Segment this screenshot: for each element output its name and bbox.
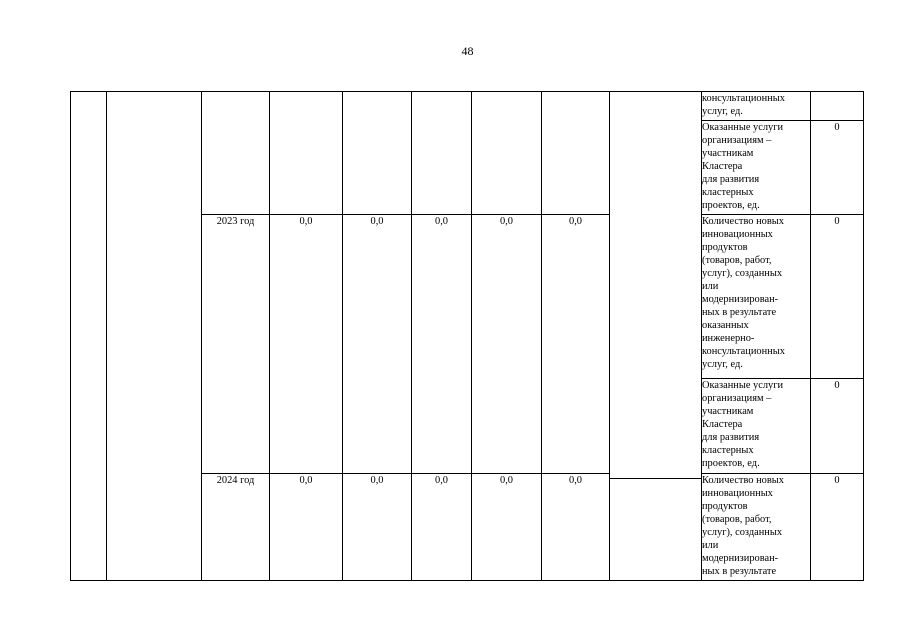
table-row: [71, 92, 864, 121]
cell-indicator-value: [811, 92, 864, 121]
cell-value: 0,0: [412, 215, 472, 474]
cell-indicator: Количество новых инновационных продуктов (товаров, работ, услуг), созданных или модернизирован- ных в результате: [702, 474, 811, 581]
cell-value: 0,0: [270, 474, 343, 581]
cell-indicator-value: 0: [811, 379, 864, 474]
cell-indicator-value: 0: [811, 121, 864, 215]
cell-value: 0,0: [270, 215, 343, 474]
cell-event-name: [107, 92, 202, 581]
cell-value: [270, 92, 343, 215]
cell-value: 0,0: [472, 474, 542, 581]
cell-indicator: Оказанные услуги организациям – участникам Кластера для развития кластерных проектов, ед.: [702, 121, 811, 215]
cell-indicator-value: 0: [811, 215, 864, 379]
cell-number: [71, 92, 107, 581]
cell-year: 2024 год: [202, 474, 270, 581]
cell-value: 0,0: [542, 474, 610, 581]
cell-executor: [610, 479, 702, 581]
cell-value: 0,0: [343, 474, 412, 581]
cell-value: [472, 92, 542, 215]
cell-indicator-value: 0: [811, 474, 864, 581]
cell-indicator: консультационных услуг, ед.: [702, 92, 811, 121]
cell-year: [202, 92, 270, 215]
cell-value: 0,0: [412, 474, 472, 581]
cell-year: 2023 год: [202, 215, 270, 474]
cell-value: 0,0: [343, 215, 412, 474]
cell-executor: [610, 92, 702, 479]
cell-value: [542, 92, 610, 215]
cell-indicator: Оказанные услуги организациям – участникам Кластера для развития кластерных проектов, ед.: [702, 379, 811, 474]
program-table: [70, 91, 864, 581]
cell-value: [343, 92, 412, 215]
cell-value: 0,0: [472, 215, 542, 474]
cell-indicator: Количество новых инновационных продуктов (товаров, работ, услуг), созданных или модернизирован- ных в результате оказанных инженерно- консультационных услуг, ед.: [702, 215, 811, 379]
cell-value: [412, 92, 472, 215]
cell-value: 0,0: [542, 215, 610, 474]
page-number: 48: [461, 44, 474, 58]
